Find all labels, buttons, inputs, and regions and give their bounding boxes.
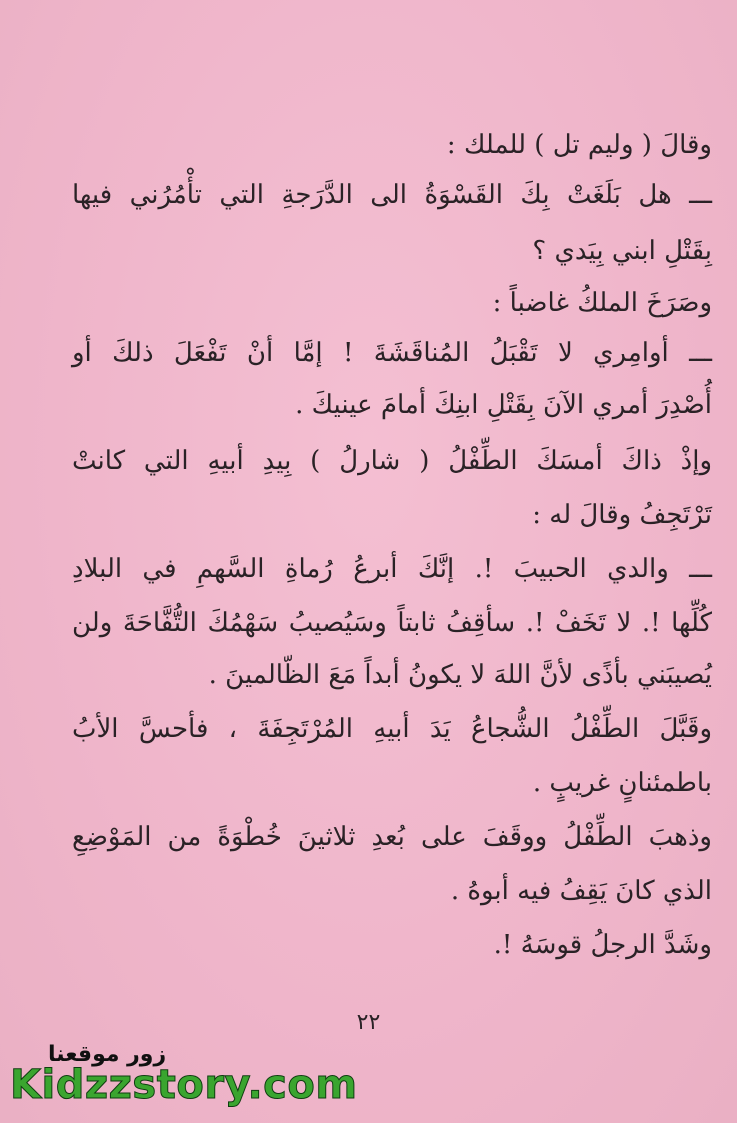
text-line: وذهبَ الطِّفْلُ ووقَفَ على بُعدِ ثلاثينَ خُطْوَةً من المَوْضِعِ bbox=[72, 822, 712, 852]
text-line: الذي كانَ يَقِفُ فيه أبوهُ . bbox=[450, 876, 712, 906]
text-line: وقالَ ( وليم تل ) للملك : bbox=[446, 130, 712, 160]
text-line: باطمئنانٍ غريبٍ . bbox=[532, 768, 712, 798]
text-line: وصَرَخَ الملكُ غاضباً : bbox=[492, 288, 712, 318]
text-line: وإذْ ذاكَ أمسَكَ الطِّفْلُ ( شارلُ ) بِيدِ أبيهِ التي كانتْ bbox=[72, 446, 712, 476]
watermark-arabic: زور موقعنا bbox=[48, 1042, 167, 1067]
text-line: تَرْتَجِفُ وقالَ له : bbox=[532, 500, 712, 530]
watermark-site-name[interactable]: Kidzzstory.com bbox=[10, 1062, 358, 1108]
text-line: وقَبَّلَ الطِّفْلُ الشُّجاعُ يَدَ أبيهِ المُرْتَجِفَةَ ، فأحسَّ الأبُ bbox=[72, 714, 712, 744]
text-line: ـــ أوامِري لا تَقْبَلُ المُناقَشَةَ ! إمَّا أنْ تَفْعَلَ ذلكَ أو bbox=[72, 338, 712, 368]
text-line: يُصيبَني بأذًى لأنَّ اللهَ لا يكونُ أبداً مَعَ الظّالمينَ . bbox=[208, 660, 712, 690]
text-line: أُصْدِرَ أمري الآنَ بِقَتْلِ ابنِكَ أمامَ عينيكَ . bbox=[295, 390, 712, 420]
text-line: ـــ والدي الحبيبَ !. إنَّكَ أبرعُ رُماةِ السَّهمِ في البلادِ bbox=[72, 554, 712, 584]
text-line: ـــ هل بَلَغَتْ بِكَ القَسْوَةُ الى الدَّرَجةِ التي تأْمُرُني فيها bbox=[72, 180, 712, 210]
page-number: ٢٢ bbox=[356, 1010, 381, 1035]
text-line: كُلِّها !. لا تَخَفْ !. سأقِفُ ثابتاً وسَيُصيبُ سَهْمُكَ التُّفَّاحَةَ ولن bbox=[72, 608, 712, 638]
text-line: وشَدَّ الرجلُ قوسَهُ !. bbox=[493, 930, 712, 960]
text-line: بِقَتْلِ ابني بِيَدي ؟ bbox=[532, 236, 712, 266]
